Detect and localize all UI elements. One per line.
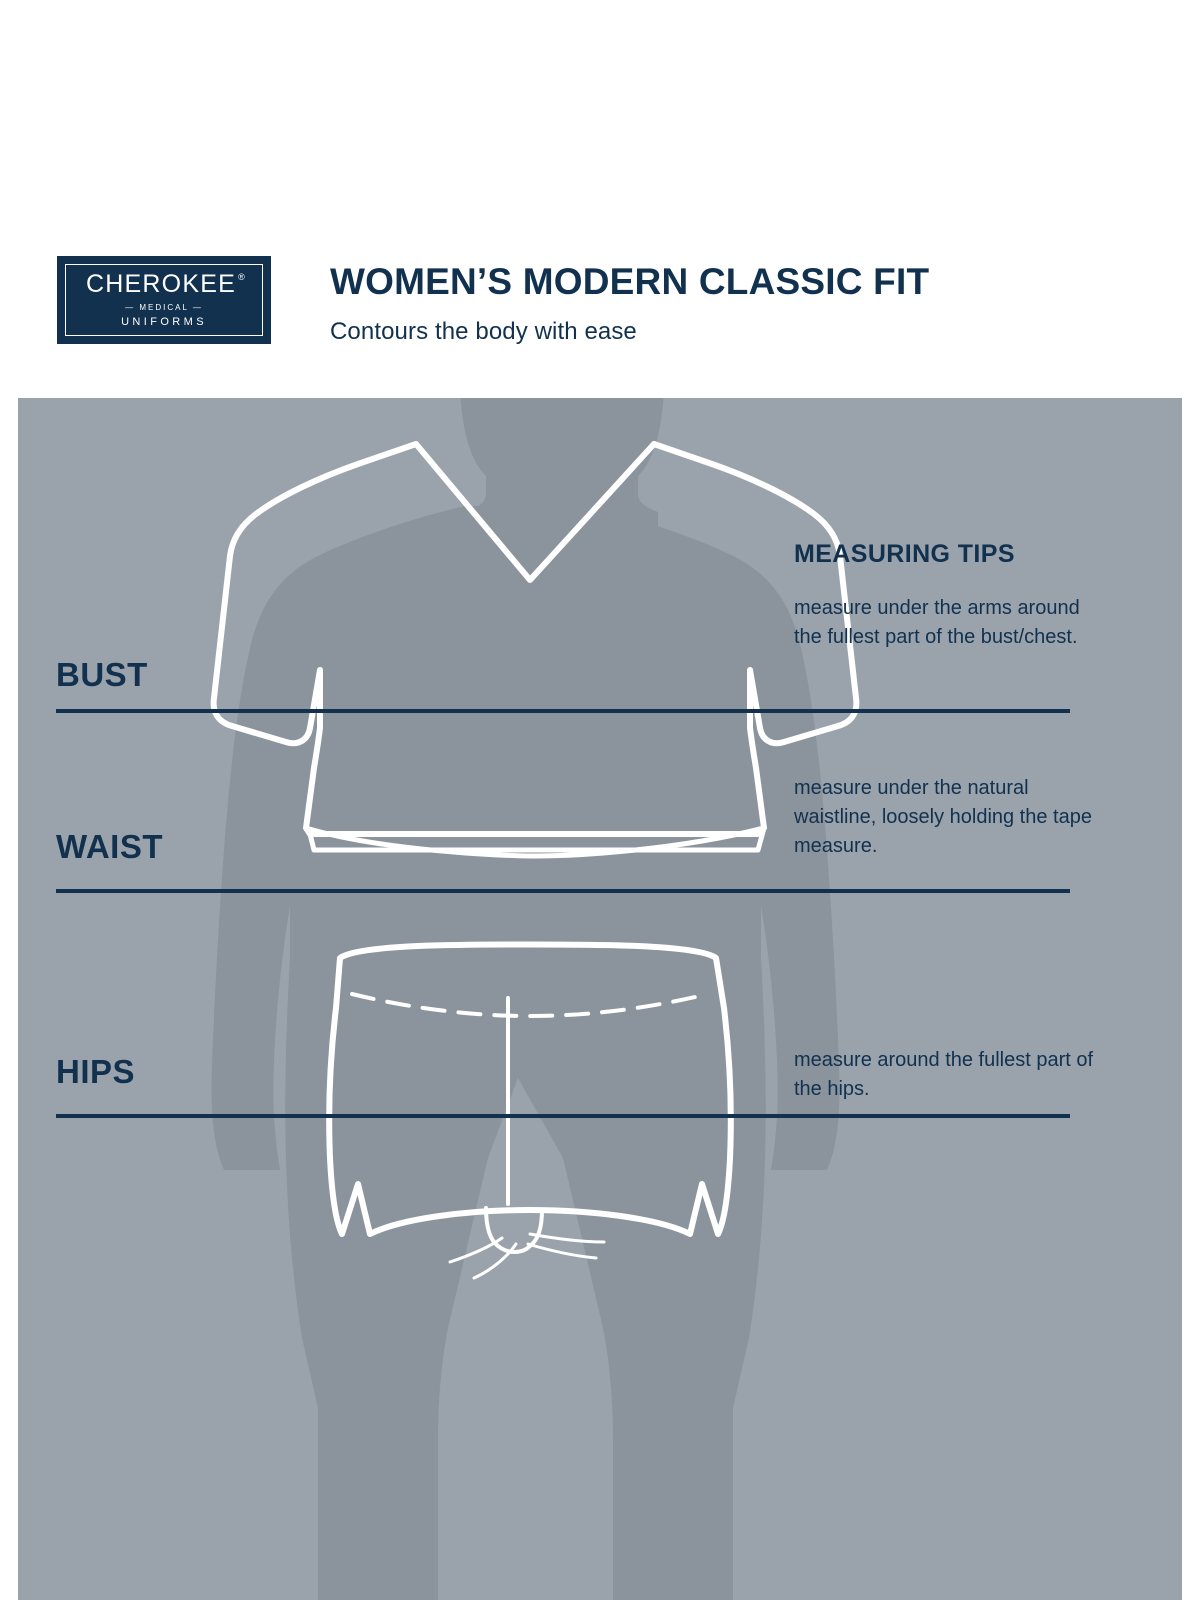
logo-inner-frame bbox=[65, 264, 263, 336]
logo-uniforms-text: UNIFORMS bbox=[121, 316, 207, 328]
waist-tip-text: measure under the natural waistline, loosely holding the tape measure. bbox=[794, 777, 1092, 857]
logo-brand-name bbox=[86, 270, 246, 298]
measurement-diagram-panel bbox=[18, 398, 1182, 1600]
page-title: WOMEN’S MODERN CLASSIC FIT bbox=[330, 261, 930, 302]
hips-label: HIPS bbox=[56, 1053, 136, 1090]
logo-medical-text: — MEDICAL — bbox=[125, 303, 203, 312]
cherokee-logo bbox=[57, 256, 271, 344]
waist-measure-line bbox=[56, 889, 1070, 893]
hips-tip-text: measure around the fullest part of the hips. bbox=[794, 1049, 1094, 1100]
hips-measure-line bbox=[56, 1114, 1070, 1118]
figure-illustration bbox=[18, 398, 1182, 1600]
measuring-tips-heading: MEASURING TIPS bbox=[794, 540, 1015, 568]
bust-label: BUST bbox=[56, 656, 148, 693]
bust-tip-text: measure under the arms around the fullest part of the bust/chest. bbox=[794, 597, 1080, 648]
bust-measure-line bbox=[56, 709, 1070, 713]
header bbox=[0, 238, 1200, 398]
waist-label: WAIST bbox=[56, 828, 163, 865]
registered-trademark-icon: ® bbox=[238, 272, 246, 282]
page-subtitle: Contours the body with ease bbox=[330, 318, 637, 345]
logo-brand-text: CHEROKEE bbox=[86, 270, 236, 298]
